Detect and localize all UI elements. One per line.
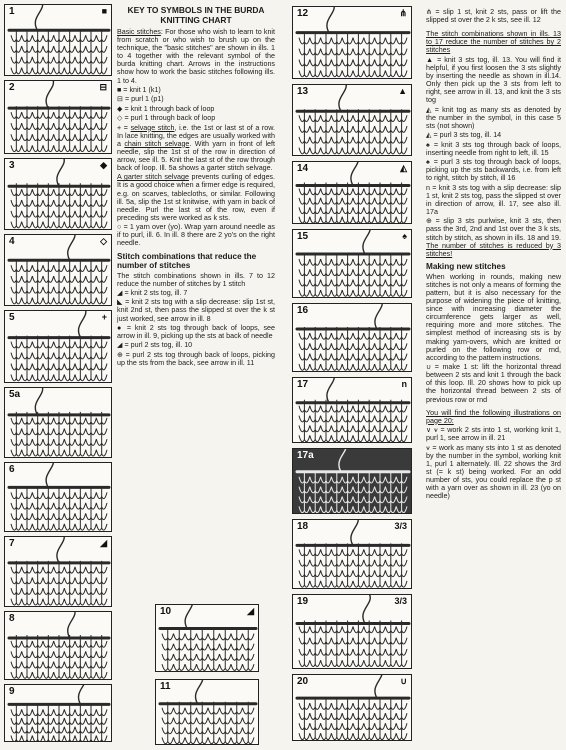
panel-number: 3 <box>9 160 15 171</box>
illustration-panel <box>4 4 112 76</box>
illustration-panel <box>292 377 412 443</box>
slip-decrease-entry: ◣ = knit 2 sts tog with a slip decrease: slip 1st st, knit 2nd st, then pass the slipped st over the k st just worked, see arrow in ill. 8 <box>117 298 275 323</box>
k3tog-back-entry: ♠ = knit 3 sts tog through back of loops, inserting needle from right to left, ill. 15 <box>426 140 561 157</box>
panel-symbol-icon: ◭ <box>400 163 407 173</box>
vmany-entry: ⩛ = work as many sts into 1 st as denoted by the number in the symbol, working knit 1, purl 1 alternately. Ill. 22 shows the 3rd st (= k st) being worked. For an odd number of sts, you could replace the p st with a yarn over as shown in ill. 23 (yo on needle) <box>426 443 561 501</box>
kmany-entry: ◭ = knit tog as many sts as denoted by the number in the symbol, in this case 5 sts (not shown) <box>426 105 561 130</box>
panel-number: 7 <box>9 538 15 549</box>
yarn-strand <box>185 605 192 629</box>
right-text-column <box>426 8 561 502</box>
making-new-text: When working in rounds, making new stitches is not only a means of forming the pattern, but it is also necessary for the purpose of widening the piece of knitting, since with increasing diameter the circumference gets larger as well, requiring more and more stitches. The simplest method of increasing sts is by making yarn-overs, which are knitted or purled on the following row or rnd, according to the pattern instructions. <box>426 272 561 362</box>
k2tog-back-entry: ● = knit 2 sts tog through back of loops, see arrow in ill. 9, picking up the sts at back of needle <box>117 323 275 341</box>
yarn-strand <box>35 5 42 30</box>
knitting-illustration <box>5 5 112 76</box>
sl3-entry: ⊕ = slip 3 sts purlwise, knit 3 sts, then pass the 3rd, 2nd and 1st over the 3 k sts, stitch by stitch, as shown in ills. 18 and 19. The number of stitches is reduced by 3 stitches! <box>426 217 561 258</box>
selvage-paragraph: + = selvage stitch, i.e. the 1st or last st of a row. In lace knitting, the edges are usually worked with a chain stitch selvage. With yarn in front of left needle, slip the 1st st of the row in direction of arrow, see ill. 5. Knit the last st of the row through back of loop. Ill. 5a shows a garter stitch selvage. <box>117 123 276 172</box>
panel-number: 14 <box>297 163 309 174</box>
panel-symbol-icon: ■ <box>101 6 107 16</box>
knitting-illustration <box>5 685 112 742</box>
yarn-strand <box>79 311 86 338</box>
panel-symbol-icon: ◆ <box>100 160 107 170</box>
knitting-illustration <box>5 612 112 680</box>
panel-number: 15 <box>297 231 309 242</box>
page-title: KEY TO SYMBOLS IN THE BURDA KNITTING CHART <box>127 5 265 25</box>
yarn-strand <box>46 81 53 108</box>
illustration-panel <box>4 310 112 383</box>
key-text-column <box>117 6 275 368</box>
yarn-strand <box>57 537 64 563</box>
panel-number: 2 <box>9 82 15 93</box>
illustration-panel <box>292 6 412 79</box>
combo-intro: The stitch combinations shown in ills. 7 to 12 reduce the number of stitches by 1 stitch <box>117 271 275 288</box>
knit1-entry: ■ = knit 1 (k1) <box>117 85 161 94</box>
yarn-strand <box>57 159 64 186</box>
making-new-heading: Making new stitches <box>426 261 506 271</box>
panel-number: 12 <box>297 8 309 19</box>
panel-number: 8 <box>9 613 15 624</box>
panel-symbol-icon: ∪ <box>400 676 407 686</box>
panel-symbol-icon: ⋔ <box>399 8 407 18</box>
yarn-strand <box>375 304 382 329</box>
panel-number: 13 <box>297 86 309 97</box>
knitting-illustration <box>5 388 112 458</box>
illustration-panel <box>4 387 112 458</box>
k2tog-entry: ◢ = knit 2 sts tog, ill. 7 <box>117 289 188 297</box>
illustration-panel <box>4 158 112 230</box>
yarn-strand <box>339 85 346 111</box>
knitting-illustration <box>293 675 412 741</box>
k3tog-entry: ▲ = knit 3 sts tog, ill. 13. You will find it helpful, if you first loosen the 3 sts slightly by inserting the needle as shown in ill.14. Only then pick up the 3 sts from left to right, see arrow in ill. 13, and knit the 3 sts tog <box>426 55 561 105</box>
knitting-illustration <box>293 304 412 372</box>
knitting-illustration <box>293 85 412 156</box>
yarn-strand <box>375 675 382 698</box>
panel-number: 5a <box>9 389 21 400</box>
panel-symbol-icon: 3/3 <box>394 521 407 531</box>
garter-paragraph: A garter stitch selvage prevents curling of edges. It is a good choice when a firmer edge is required, e.g. on scarves, tablecloths, or similar. Following ill. 5a, slip the 1st st knitwise, with yarn in back of needle. Purl the last st of the row, even if preceding sts were worked as k sts. <box>117 173 275 222</box>
yarn-strand <box>351 520 358 545</box>
illustration-panel <box>292 594 412 669</box>
panel-number: 17a <box>297 450 314 461</box>
yarn-strand <box>363 230 370 254</box>
yarn-strand <box>196 680 203 704</box>
illustration-panel <box>155 604 259 672</box>
yarn-strand <box>327 378 334 403</box>
knitting-illustration <box>293 230 412 298</box>
panel-number: 11 <box>160 681 171 692</box>
yarn-strand <box>46 463 53 487</box>
p3tog-back-entry: ♠ = purl 3 sts tog through back of loops, picking up the sts backwards, i.e. from left to right, stitch by stitch, ill 16 <box>426 158 561 183</box>
combo-heading: Stitch combinations that reduce the number of stitches <box>117 251 257 270</box>
basic-stitches-paragraph: Basic stitches: For those who wish to learn to knit from scratch or who wish to brush up on the technique, the "basic stitches" are shown in ills. 1 to 4 together with the relevant symbol of the burda knitting chart. Arrows in the instructions show how to work the basic stitches following ills. 1 to 4. <box>117 28 276 85</box>
knitting-illustration <box>5 463 112 532</box>
purl1-entry: ⊟ = purl 1 (p1) <box>117 95 164 104</box>
knitting-illustration <box>5 537 112 607</box>
yarn-strand <box>79 685 86 704</box>
knitting-illustration <box>5 159 112 230</box>
p3tog-entry: ◭ = purl 3 sts tog, ill. 14 <box>426 131 502 140</box>
illustration-panel <box>292 448 412 514</box>
panel-number: 5 <box>9 312 15 323</box>
panel-symbol-icon: n <box>401 379 407 389</box>
knitting-illustration <box>5 235 112 306</box>
knitting-illustration <box>5 81 112 154</box>
panel-symbol-icon: ♠ <box>402 231 407 241</box>
p2tog-back-entry: ⊕ = purl 2 sts tog through back of loops, picking up the sts from the back, see arrow in ill. 11 <box>117 350 275 367</box>
yarn-strand <box>339 449 346 472</box>
panel-number: 20 <box>297 676 309 687</box>
page20-note: You will find the following illustrations on page 20: <box>426 408 561 425</box>
illustration-panel <box>292 519 412 589</box>
illustration-panel <box>4 536 112 607</box>
panel-number: 19 <box>297 596 309 607</box>
yarn-strand <box>68 612 75 638</box>
panel-number: 16 <box>297 305 309 316</box>
panel-symbol-icon: 3/3 <box>394 596 407 606</box>
panel-symbol-icon: ◢ <box>100 538 107 548</box>
panel-number: 1 <box>9 6 15 17</box>
panel-number: 17 <box>297 379 309 390</box>
yarn-strand <box>327 7 334 33</box>
knitting-illustration <box>293 378 412 443</box>
yarn-strand <box>35 388 42 415</box>
knitting-illustration <box>293 595 412 669</box>
n3-entry: n = knit 3 sts tog with a slip decrease: slip 1 st, knit 2 sts tog, pass the slipped st over in direction of arrow, ill. 17, see also ill. 17a <box>426 183 561 216</box>
illustration-panel <box>292 161 412 224</box>
knit1-back-entry: ◆ = knit 1 through back of loop <box>117 104 215 113</box>
make1-entry: ∪ = make 1 st: lift the horizontal thread between 2 sts and knit 1 through the back of this loop. Ill. 20 shows how to pick up the horizontal thread between 2 sts of previous row or rnd <box>426 363 561 404</box>
panel-symbol-icon: ⊟ <box>99 82 107 92</box>
illustration-panel <box>4 684 112 742</box>
panel-symbol-icon: ▲ <box>398 86 407 96</box>
illustration-panel <box>4 234 112 306</box>
illustration-panel <box>4 462 112 532</box>
illustration-panel <box>292 229 412 298</box>
panel-symbol-icon: ◢ <box>247 606 254 616</box>
yarn-strand <box>68 235 75 260</box>
knitting-illustration <box>156 680 259 745</box>
panel-symbol-icon: ◇ <box>100 236 107 246</box>
panel-symbol-icon: + <box>101 312 107 322</box>
reduce2-heading: The stitch combinations shown in ills. 13 to 17 reduce the number of stitches by 2 stitches <box>426 30 561 55</box>
v2-entry: ∨ ⩛ = work 2 sts into 1 st, working knit 1, purl 1, see arrow in ill. 21 <box>426 426 561 443</box>
purl1-back-entry: ◇ = purl 1 through back of loop <box>117 114 216 123</box>
panel-number: 9 <box>9 686 15 697</box>
panel-number: 10 <box>160 606 172 617</box>
illustration-panel <box>4 80 112 154</box>
panel-number: 6 <box>9 464 15 475</box>
yarn-strand <box>351 162 358 185</box>
illustration-panel <box>292 84 412 156</box>
illustration-panel <box>292 303 412 372</box>
yarn-over-entry: ○ = 1 yarn over (yo). Wrap yarn around needle as if to purl, ill. 6. In ill. 8 there are 2 yo's on the right needle. <box>117 223 275 248</box>
knitting-illustration <box>293 7 412 79</box>
knitting-illustration <box>5 311 112 383</box>
knitting-illustration <box>293 162 412 224</box>
panel-number: 18 <box>297 521 309 532</box>
illustration-panel <box>4 611 112 680</box>
p2tog-entry: ◢ = purl 2 sts tog, ill. 10 <box>117 341 193 350</box>
slip1-entry: ⋔ = slip 1 st, knit 2 sts, pass or lift the slipped st over the 2 k sts, see ill. 12 <box>426 8 561 25</box>
knitting-illustration <box>156 605 259 672</box>
yarn-strand <box>363 595 370 624</box>
illustration-panel <box>292 674 412 741</box>
illustration-panel <box>155 679 259 745</box>
panel-number: 4 <box>9 236 15 247</box>
